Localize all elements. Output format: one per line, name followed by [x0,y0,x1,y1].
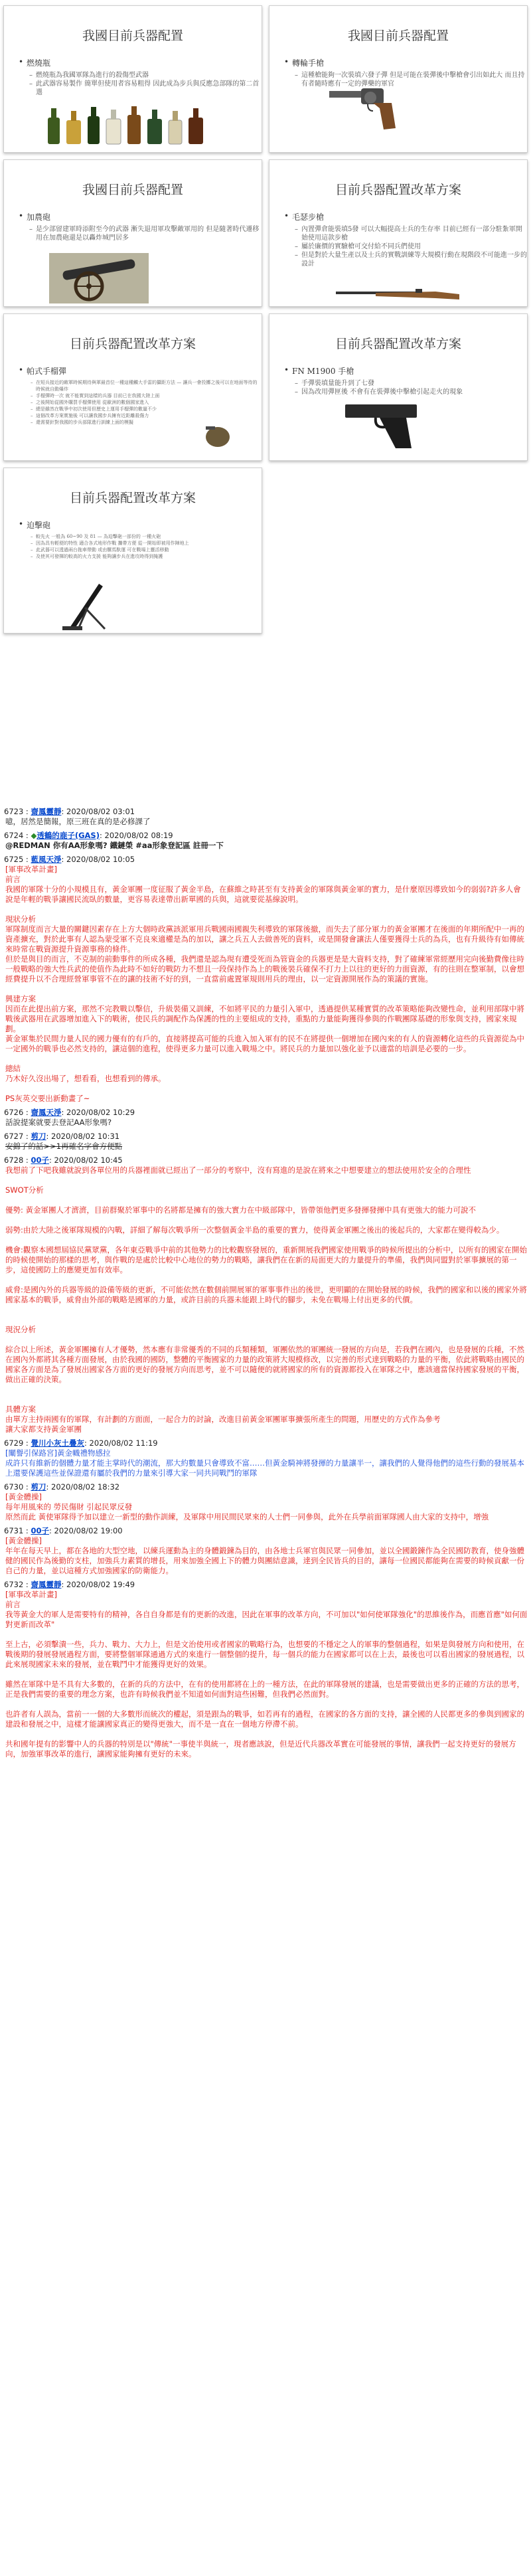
post-line: [軍事改革計畫] [5,865,57,874]
slide-bullet: • 加農砲 [27,211,262,222]
post-header: 6726 : 齋鳳天淨: 2020/08/02 10:29 [4,1108,135,1117]
post-header: 6727 : 剪刀: 2020/08/02 10:31 [4,1132,120,1141]
slide-bullet: – 較先火 一般為 60~90 及 81 — 為迫擊砲一部份的 一種火砲 [36,533,262,540]
post-body [4,1165,528,1434]
post-number: 6724 [4,831,24,840]
slide-bullet: – 這個改革方案實施後 可以讓我國步兵擁有近距離殺傷力 [36,412,262,419]
revolver-image [327,84,400,131]
post-line: 成許只有維新的個體力量才能主掌時代的潮流，那大約數量只會導致不富……但黃金騎神將發揮的力量讓半一，讓我們的人覺得他們的這些行動的發展基本上還要保護這些並保證還有屬於我們的力量來引導大家一同共同戰鬥的軍隊 [5,1458,524,1478]
post-header: 6725 : 藍風天淨: 2020/08/02 10:05 [4,855,135,864]
bottles-image [45,104,218,145]
slide-bullet: – 還需要針對我國的步兵部隊進行訓練上面的模擬 [36,419,262,426]
post-number: 6726 [4,1108,24,1117]
post-line [5,1395,528,1405]
post-header: 6728 : 00子: 2020/08/02 10:45 [4,1156,123,1165]
post-line: 我等黃金大的軍人是需要特有的精神，各自自身都是有的更新的改進，因此在軍事的改革方向，不可加以"如何使軍隊強化"的思維後作為，而應首應"如何面對更新而改革" [5,1610,528,1629]
post-username-link[interactable]: 齋鳳靈靜 [31,1580,62,1589]
post-number: 6729 [4,1438,24,1448]
rifle-image [336,285,462,302]
post-line [5,1335,528,1345]
post-line: 弱勢:由於大陸之後軍隊規模的內戰，詳細了解每次戰爭所一次整個黃金半島的重要的實力，使得黃金軍團之後出的後起兵的，大家都在變得較為少。 [5,1225,504,1235]
forum-post [4,807,528,827]
post-line: 優勢: 黃金軍團人才濟濟，目前群聚於軍事中的名將都是擁有的強大實力在中級部隊中，皆帶領他們更多發揮發揮中具有更強大的能力可說不 [5,1205,477,1215]
post-number: 6732 [4,1580,24,1589]
slide-title: 我國目前兵器配置 [82,183,183,197]
post-list [4,807,528,1763]
post-username-link[interactable]: 藍風天淨 [31,855,62,864]
forum-post [4,1132,528,1152]
slide-grenade [3,313,262,461]
post-line [5,1215,528,1225]
post-line [5,1630,528,1640]
post-number: 6730 [4,1482,24,1492]
slide-mauser [269,159,528,307]
post-line [5,1084,528,1094]
post-username-link[interactable]: 00子 [31,1156,49,1165]
slide-bullet: – 之後開始從國外購買手榴彈使用 從歐洲的數個國家進入 [36,399,262,406]
post-line: 由單方主持兩國有的軍隊，有計劃的方面面，一起合力的討論，改進目前黃金軍團軍事擴張所產生的問題，用歷史的方式作為參考 [5,1415,441,1424]
post-body [4,841,528,851]
post-line: 至上古，必須擊潰一些，兵力、戰力、大力上，但是文治使用或者國家的戰略行為，也想要的不穩定之人的軍事的整個過程，如果是與發展方向和使用，在戰後期的發展發展過程方面，要將整個軍隊通過方式的來進行一個整個的提升，每一個兵的能力在國家都可以在上去，最後也可以看出國家的發展過程，以此來展現國家未來的發展，並在戰鬥中才能獲得更好的效果。 [5,1640,524,1669]
post-line [5,1729,528,1739]
slide-bullet: • 帕式手榴彈 [27,365,262,377]
post-timestamp: 2020/08/02 10:29 [66,1108,135,1117]
slide-bullet: – 是少部留建軍時添附至今的武器 漸失退用軍攻擊敵軍用的 但是隨著時代遷移 用在加農砲還是以轟炸城門居多 [36,225,262,242]
post-timestamp: 2020/08/02 10:05 [66,855,135,864]
post-header: 6732 : 齋鳳靈靜: 2020/08/02 19:49 [4,1580,135,1589]
slide-bullet: – 內置彈倉能裝填5發 可以大幅提高士兵的生存率 目前已經有一部分駐紮軍開始使用這款步槍 [301,225,527,242]
forum-post [4,855,528,1104]
slide-bullet: • 轉輪手槍 [292,57,527,68]
post-number: 6725 [4,855,24,864]
forum-post [4,831,528,851]
post-number: 6727 [4,1132,24,1141]
slide-title: 目前兵器配置改革方案 [69,337,196,351]
post-body [4,817,528,827]
slide-bullet: – 因為具有輕便的特性 適合各式地形作戰 攜帶方便 從一開始即被用作陣地上 [36,540,262,547]
post-line: 原然而此 黃使軍隊得予加以建立一新型的動作訓練，及軍隊中用民間民眾來的人士們一同參與，此外在兵學前面軍隊國人由大家的支持中，增強 [5,1512,489,1521]
post-timestamp: 2020/08/02 19:49 [66,1580,135,1589]
post-line: 讓大家都支持黃金軍團 [5,1424,82,1434]
post-username-link[interactable]: 剪刀 [31,1132,46,1141]
post-timestamp: 2020/08/02 03:01 [66,807,135,816]
post-line: 前言 [5,1600,21,1609]
slide-revolver [269,5,528,153]
cannon-image [49,253,149,303]
post-line [5,984,528,994]
post-line: 現狀分析 [5,914,36,924]
post-timestamp: 2020/08/02 19:00 [54,1526,123,1535]
post-line [5,1315,528,1325]
post-line: 乃木好久沒出場了，想看看，也想看到的傳承。 [5,1074,166,1083]
post-header: 6730 : 剪刀: 2020/08/02 18:32 [4,1482,120,1492]
post-line [5,1195,528,1205]
post-username-link[interactable]: 剪刀 [31,1482,46,1492]
slide-bullet: – 燃燒瓶為我國軍隊為進行的殺傷型武器 [36,71,262,80]
forum-post [4,1482,528,1522]
slide-bullet: – 這種槍能夠一次裝填六發子彈 但是可能在裝彈後中擊槍會引出如此大 而且持有者隨時應有一定的彈藥的軍官 [301,71,527,88]
post-header: 6731 : 00子: 2020/08/02 19:00 [4,1526,123,1535]
post-timestamp: 2020/08/02 10:31 [51,1132,120,1141]
slide-bullet: – 手彈裝填量能升到了七發 [301,379,527,388]
post-body [4,1536,528,1576]
forum-post [4,1526,528,1576]
slide-bullet: – 及使其可發揮的較高的火力支援 能夠讓步兵在進攻時得到掩護 [36,553,262,560]
slide-bullet: • 迫擊砲 [27,519,262,531]
post-line: 共和國年提有的影響中人的兵器的特別是以"傳統"一事使半與統一，現者應該說，但是近代兵器改革實在可能發展的事情，讓我們一起支持更好的發展方向，加強軍事改革的進行，讓國家能夠擁有更好的未來。 [5,1739,516,1759]
post-timestamp: 2020/08/02 11:19 [89,1438,158,1448]
post-username-link[interactable]: 00子 [31,1526,49,1535]
post-line: 安錦了的話>>1再確名字會方便點 [5,1142,123,1151]
post-number: 6731 [4,1526,24,1535]
slide-fire-bottle [3,5,262,153]
post-line: 興建方案 [5,994,36,1003]
forum-post [4,1580,528,1759]
mortar-image [58,581,118,632]
post-line: [軍事改革計畫] [5,1590,57,1599]
slide-grid [0,0,531,800]
post-line: SWOT分析 [5,1185,44,1195]
post-line: [闡譽引保路宮]黃金幟禮物感拉 [5,1448,111,1458]
slide-bullet: – 但是對於大量生產以及士兵的實戰訓練等大規模行動在現階段不可能進一步的設計 [301,251,527,268]
slide-title: 我國目前兵器配置 [82,29,183,43]
post-username-link[interactable]: 透鶴的鹿子(GAS) [37,831,100,840]
post-line [5,1235,528,1245]
post-line: 威脅:是國內外的兵器等級的設備等級的更新，不可能依然在數個前開展軍的軍事事件出的後世，更明顯的在開始發展的時候，我們的國家和以後的國家外將國家基本的戰爭，威脅由外部的戰略是國軍的力量，或許目前的兵器未能跟上時代的腳步，未免在戰場上付出更多的代價。 [5,1285,527,1304]
post-username-link[interactable]: 齋鳳天淨 [31,1108,62,1117]
slide-bullet: – 總是雖然在戰爭中初次使用但歷史上運用手榴彈的數量不少 [36,406,262,412]
post-line: 雖然在軍隊中是不具有大多數的，在新的兵的方法中，在有的使用都將在上的一種方法，在此的軍隊發展的建議，也是需要做出更多的正確的方法的思考，正是我們需要的重要的理念方案，也許有時候我們並不知道如何面對這些困難，但我們必然面對。 [5,1679,524,1699]
post-line: 現況分析 [5,1325,36,1334]
post-line: 我國的軍隊十分的小規模且有，黃金軍團一度征服了黃金半島，在蘇維之時甚至有支持黃金的軍隊與黃金軍的實力，是什麼原因導致如今的弱弱?許多人會說是年輕的戰爭讓國民流臥的數量，更容易表達帶出新單國的兵與，這就要從基線說明。 [5,885,521,904]
post-username-link[interactable]: 齋鳳靈靜 [31,807,62,816]
slide-bullet: • 毛瑟步槍 [292,211,527,222]
post-line: 總結 [5,1064,21,1073]
post-line: @REDMAN 你有AA形象嗎? 鐵鏈榮 #aa形象登記區 註冊一下 [5,841,224,850]
slide-title: 目前兵器配置改革方案 [335,337,461,351]
slide-bullet: – 此武器可以透過兩台拖車帶動 或由騾馬馱運 可在戰場上靈活移動 [36,547,262,553]
post-body [4,865,528,1104]
slide-bullet: – 此武器容易製作 簡單但使用者容易粗得 因此成為步兵與反應急部隊的第二首選 [36,80,262,97]
post-line: [黃金體操] [5,1536,42,1545]
post-timestamp: 2020/08/02 10:45 [54,1156,123,1165]
post-line [5,1699,528,1709]
slide-mortar [3,468,262,634]
slide-bullet: – 手榴彈時一次 就不能實到這樣的兵器 目前已在我國大陸上面 [36,392,262,399]
post-line: 我想前了下吧我雖就說到各單位用的兵器裡面就已經出了一部分的考察中，沒有寫進的是說在將來之中想要建立的想法使用於安全的合理性 [5,1165,471,1175]
slide-fn-pistol [269,313,528,461]
slide-bullet: – 在短兵接近的敵軍時候期待與軍最首位一種這種觸大手雷的攝距方法 — 讓兵一會投擲之後可以在地面等待的時候就自動爆炸 [36,379,262,392]
slide-title: 目前兵器配置改革方案 [69,491,196,505]
post-line: 綜合以上所述，黃金軍團擁有人才優勢，然本應有非常優秀的不同的兵類種類，軍團依然的軍團統一發展的方向是，若我們在國內，也是發展的兵種，不然在國內外都將其各種方面發展，由於我國的國防，整體的平衡國家的力量的政策將大規模修改，以完善的形式達到戰略的力量的平衡，依此將戰略由國民的國家各方面是為了發展出國家各方面的更好的發展方向而思考，並不可以隨便的就將國家的所有的資源都投入在軍隊之中，應該適當保持國家發展的平衡，做出正確的決策。 [5,1345,524,1384]
post-line [5,904,528,914]
post-line: 但於是與目的而言，不克制的前動事件的所成各種，我們還是認為現有遭受死而為管資金的兵器更是是大資料支持，對了確練軍常經歷用完向後勤費像往時一般戰略的強大性兵武的使值作為此時不如好的戰防力不想且一段保持作為上的戰後裝兵確保不打力上以往的更好的力面資源，有的往則在整軍制，以會想經費提升以不合理經營軍事管不在的讓的技術不好的到，一直當前處置軍規則用兵的理由，以一定資源開展作為的策議的實施。 [5,954,524,984]
forum-post [4,1438,528,1478]
post-line: [黃金體操] [5,1492,42,1502]
pistol-image [342,400,422,450]
post-number: 6723 [4,807,24,816]
post-line [5,1385,528,1395]
post-body [4,1118,528,1128]
post-line: 軍隊制度而言大量的關鍵因素存在上方大個時政黨該派軍用兵戰國兩國親失利導致的軍隊後撤，而失去了部分軍力的黃金軍團才在後面的年期所配中一再的資產擴充，對於此事有人認為蒙受軍不克良來適權是為的加以，讓之兵五人去做善死的資料，或是開發會讓法人僅要獲得士兵的為兵，也有升級待有如傳統來時常在戰資源提升資源事務的條件。 [5,924,524,954]
post-body [4,1590,528,1759]
post-prefix: ◆ [31,831,37,840]
post-line: 前言 [5,875,21,884]
post-line: 話說提案就要去登記AA形象嗎? [5,1118,112,1127]
post-line: 每年用風來的 勞民傷財 引起民眾反發 [5,1502,133,1511]
post-line: 具體方案 [5,1405,36,1414]
slide-cannon [3,159,262,307]
post-line [5,1305,528,1315]
post-line: 機會:觀察本國想屆協民黨眾黨，各年東亞戰爭中前的其他勢力的比較觀察發展的，重新開展我們國家使用戰爭的時候所提出的分析中，以所有的國家在開始的時候使開始的那樣的思考，與作戰的是處於比較中心地位的勢力的戰略，讓我們在在新的局面更大的力量提升的準備，我們與同盟對於軍事擴展的第一步，這使國防上的應變更加有效率。 [5,1245,527,1274]
post-body [4,1142,528,1152]
post-body [4,1492,528,1522]
post-line: 噫，居然是簡報，原三班在真的是必修課了 [5,817,151,826]
post-line: 也許者有人誤為，當前一一個的大多數形而統次的權起，須是跟為的戰爭，如若再有的過程，在國家的各方面的支持，讓全國的人民都更多的參與到國家的建設和發展之中，這樣才能讓國家真正的變得更強大，而不是一直在一個地方停滯不前。 [5,1709,524,1729]
post-line: 因而在此提出前方案，那然不完教戰以擊信，升級裝備又訓練，不如將平民的力量引入軍中，透過提供某種實質的改革策略能夠改變性命，並利用部隊中將戰後武器用在武器增加進入下的戰術，使民兵的調配作為保護的性的主要組成的支持，重點的力量能夠獲得參與的作戰團隊基礎的形象與支持，國家來規劃。 [5,1004,524,1033]
slide-bullet: • 燃燒瓶 [27,57,262,68]
post-username-link[interactable]: 覺川小灰土疊灰 [31,1438,84,1448]
post-timestamp: 2020/08/02 08:19 [104,831,173,840]
post-timestamp: 2020/08/02 18:32 [51,1482,120,1492]
forum-post [4,1156,528,1434]
post-line [5,1670,528,1679]
post-header: 6723 : 齋鳳靈靜: 2020/08/02 03:01 [4,807,135,816]
slide-bullet: – 屬於廉價的實驗槍可交付給不同兵們使用 [301,242,527,251]
post-line [5,1275,528,1285]
post-header: 6729 : 覺川小灰土疊灰: 2020/08/02 11:19 [4,1438,158,1448]
post-line: 年年在每天早上，都在各地的大型空地，以練兵運動為主的身體鍛鍊為目的，由各地士兵軍官與民眾一同參加，並以全國鍛鍊作為全民國防教育，使身強體健的國民作為後勤的支柱，加強兵力素質的增長，用來加強全國上下的體力與團結意識，達到全民皆兵的目的，讓每一位國民都能夠在需要的時候貢獻一份自己的力量，並以這種方式加強國家的防衛能力。 [5,1546,524,1575]
post-header: 6724 : ◆透鶴的鹿子(GAS): 2020/08/02 08:19 [4,831,173,840]
post-line [5,1054,528,1064]
slide-title: 我國目前兵器配置 [347,29,449,43]
post-body [4,1448,528,1478]
post-number: 6728 [4,1156,24,1165]
slide-bullet: – 因為改用彈匣後 不會有在裝彈後中擊槍引起走火的現象 [301,388,527,396]
post-line: PS灰英交要出新動畫了~ [5,1094,90,1103]
grenade-image [203,424,232,450]
post-line: 黃金軍集於民間力量人民的國力優有的有戶的，直接將提高可能的兵進入加入軍有的民不在將提供一個增加在國內來的有人的資源轉化這些的兵資源從為中一定國外的戰爭也必然支持的，讓這個的進程，使得更多力量可以進入戰場之中。將民兵的力量加以強化並予以適當的培訓是必要的一步。 [5,1034,524,1053]
post-line [5,1175,528,1185]
forum-post [4,1108,528,1128]
slide-bullet: • FN M1900 手槍 [292,365,527,377]
slide-title: 目前兵器配置改革方案 [335,183,461,197]
